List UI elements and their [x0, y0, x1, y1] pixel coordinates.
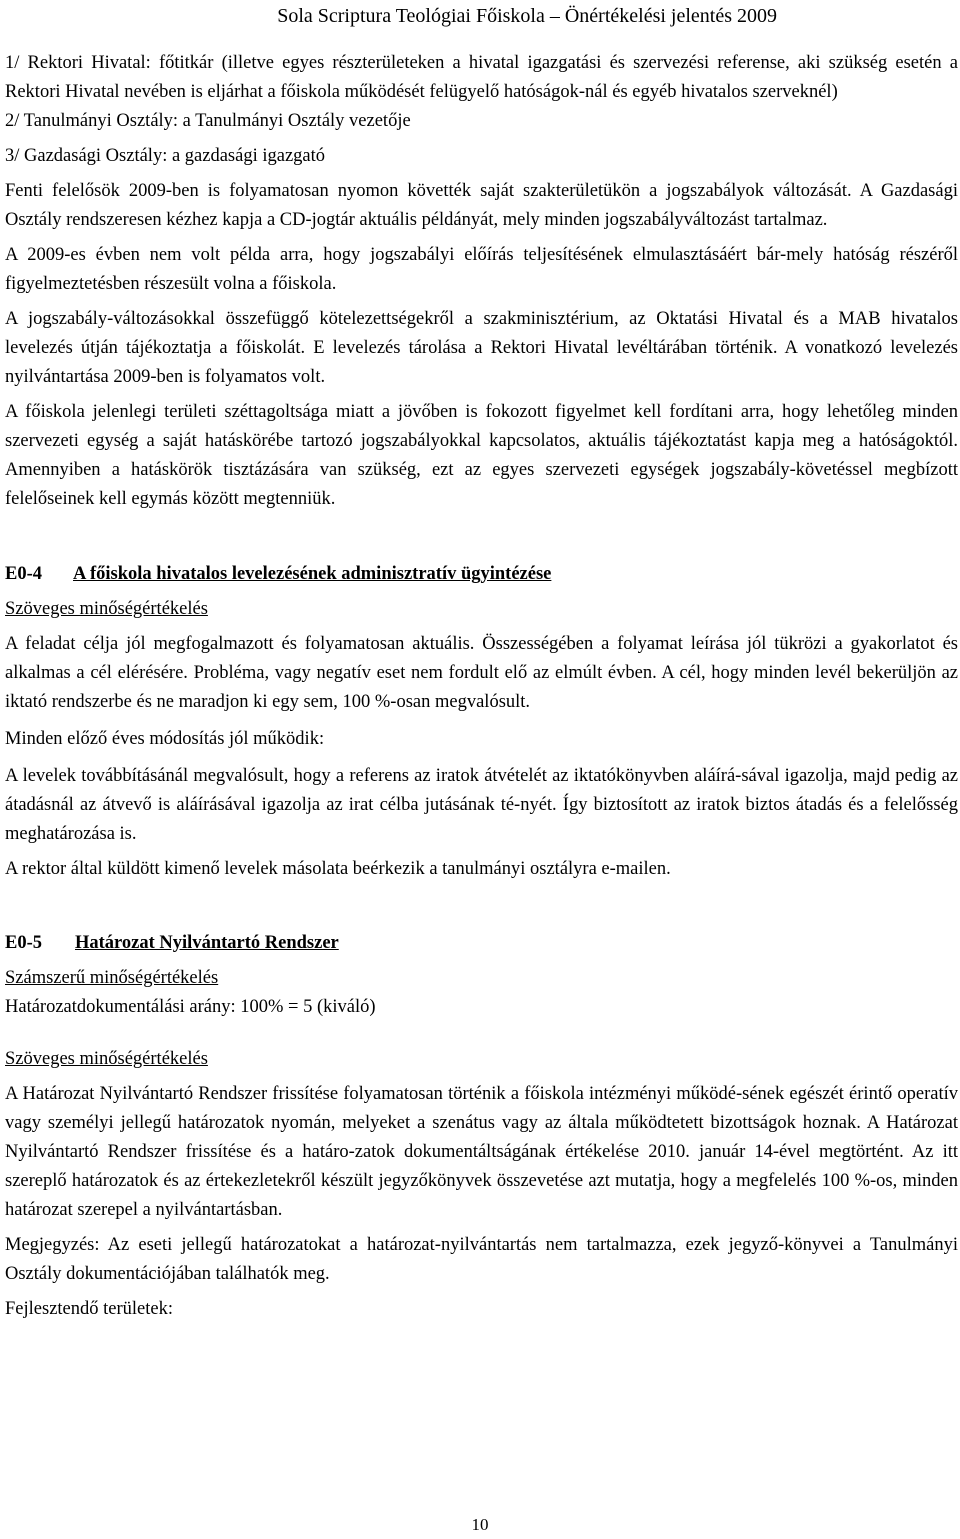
page-number: 10 [471, 1515, 489, 1534]
section-code: E0-4 [5, 564, 42, 584]
paragraph: Minden előző éves módosítás jól működik: [5, 729, 325, 749]
section-code: E0-5 [5, 933, 42, 953]
subheading-text-evaluation: Szöveges minőségértékelés [5, 599, 208, 619]
paragraph: A 2009-es évben nem volt példa arra, hogy jogszabályi előírás teljesítésének elmulasztásáért bár-mely hatóság részéről figyelmeztetésben részesült volna a főiskola. [5, 245, 958, 294]
responsible-item-2: 2/ Tanulmányi Osztály: a Tanulmányi Osztály vezetője [5, 111, 411, 131]
subheading-quantitative-evaluation: Számszerű minőségértékelés [5, 968, 219, 988]
document-body [5, 49, 958, 1324]
paragraph: A feladat célja jól megfogalmazott és folyamatosan aktuális. Összességében a folyamat leírása jól tükrözi a gyakorlatot és alkalmas a cél elérésére. Probléma, vagy negatív eset nem fordult elő az elmúlt évben. A cél, hogy minden levél bekerüljön az iktató rendszerbe és ne maradjon ki egy sem, 100 %-osan megvalósult. [5, 634, 958, 712]
section-heading-e04 [5, 560, 958, 589]
paragraph: A rektor által küldött kimenő levelek másolata beérkezik a tanulmányi osztályra e-mailen. [5, 859, 671, 879]
responsible-item-3: 3/ Gazdasági Osztály: a gazdasági igazgató [5, 146, 326, 166]
quantitative-value: Határozatdokumentálási arány: 100% = 5 (kiváló) [5, 997, 376, 1017]
responsible-item-1: 1/ Rektori Hivatal: főtitkár (illetve egyes részterületeken a hivatal igazgatási és szervezési referense, aki szükség esetén a Rektori Hivatal nevében is eljárhat a főiskola működését felügyelő hatóságok-nál és egyéb hivatalos szerveknél) [5, 53, 958, 102]
section-heading-e05 [5, 929, 958, 958]
paragraph: A levelek továbbításánál megvalósult, hogy a referens az iratok átvételét az iktatókönyvben aláírá-sával igazolja, majd pedig az átadásnál az átvevő is aláírásával igazolja az irat célba jutásának té-nyét. Így biztosított az iratok biztos átadás és a felelősség meghatározása is. [5, 766, 958, 844]
paragraph: A Határozat Nyilvántartó Rendszer frissítése folyamatosan történik a főiskola intézményi működé-sének egészét érintő operatív vagy személyi jellegű határozatok nyomán, melyeket a szenátus vagy az általa működtetett bizottságok hoznak. A Határozat Nyilvántartó Rendszer frissítése és a határo-zatok dokumentáltságának értékelése 2010. január 14-ével megtörtént. Az itt szereplő határozatok és az értekezletekről készült jegyzőkönyvek összevetése azt mutatja, hogy a megfelelés 100 %-os, minden határozat szerepel a nyilvántartásban. [5, 1084, 958, 1220]
section-title: Határozat Nyilvántartó Rendszer [75, 933, 339, 953]
paragraph: Megjegyzés: Az eseti jellegű határozatokat a határozat-nyilvántartás nem tartalmazza, ezek jegyző-könyvei a Tanulmányi Osztály dokumentációjában találhatók meg. [5, 1235, 958, 1284]
section-title: A főiskola hivatalos levelezésének adminisztratív ügyintézése [73, 564, 552, 584]
paragraph: A főiskola jelenlegi területi széttagoltsága miatt a jövőben is fokozott figyelmet kell fordítani arra, hogy lehetőleg minden szervezeti egység a saját hatáskörébe tartozó jogszabályokkal kapcsolatos, aktuális tájékoztatást kapja meg a hatóságoktól. Amennyiben a hatáskörök tisztázására van szükség, ezt az egyes szervezeti egységek jogszabály-követéssel megbízott felelőseinek kell egymás között megtenniük. [5, 402, 958, 509]
paragraph: Fejlesztendő területek: [5, 1299, 173, 1319]
paragraph: A jogszabály-változásokkal összefüggő kötelezettségekről a szakminisztérium, az Oktatási Hivatal és a MAB hivatalos levelezés útján tájékoztatja a főiskolát. E levelezés tárolása a Rektori Hivatal levéltárában történik. A vonatkozó levelezés nyilvántartása 2009-ben is folyamatos volt. [5, 309, 958, 387]
subheading-text-evaluation: Szöveges minőségértékelés [5, 1049, 208, 1069]
running-header: Sola Scriptura Teológiai Főiskola – Önértékelési jelentés 2009 [277, 5, 777, 27]
paragraph: Fenti felelősök 2009-ben is folyamatosan nyomon követték saját szakterületükön a jogszabályok változását. A Gazdasági Osztály rendszeresen kézhez kapja a CD-jogtár aktuális példányát, mely minden jogszabályváltozást tartalmaz. [5, 181, 958, 230]
